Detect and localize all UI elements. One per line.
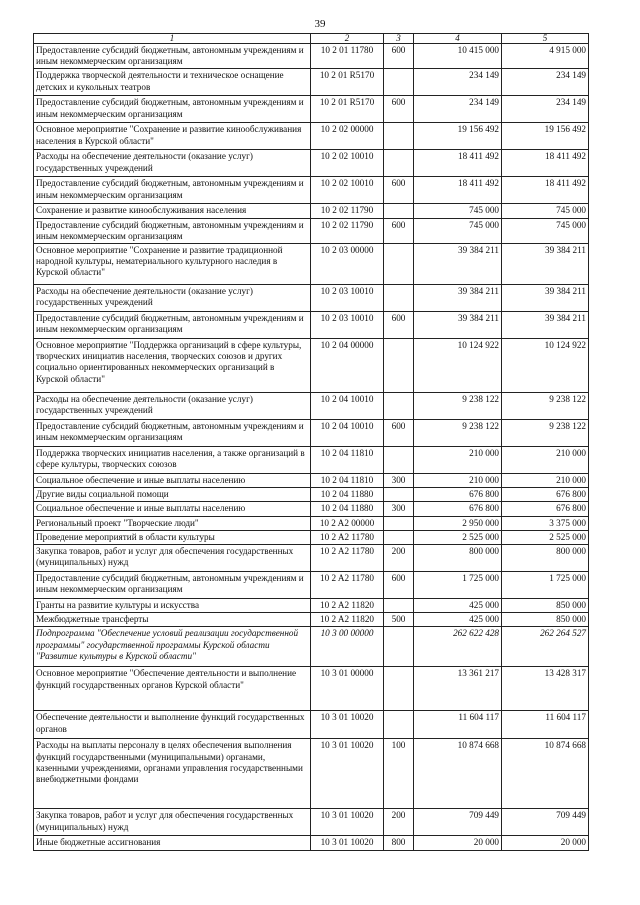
table-row (34, 627, 589, 667)
row-expense-type-cell: 200 (384, 545, 414, 572)
row-code-cell: 10 2 02 00000 (311, 123, 384, 150)
row-expense-type-cell: 500 (384, 613, 414, 627)
row-code-cell: 10 2 04 11810 (311, 447, 384, 474)
table-row (34, 123, 589, 150)
row-expense-type-cell: 300 (384, 502, 414, 516)
row-amount-2-cell: 234 149 (502, 96, 589, 123)
row-amount-1-cell: 39 384 211 (414, 285, 502, 312)
row-amount-2-cell: 850 000 (502, 613, 589, 627)
column-header-amount-1: 4 (414, 34, 502, 44)
row-amount-2-cell: 262 264 527 (502, 627, 589, 667)
row-name-cell: Проведение мероприятий в области культуры (34, 530, 311, 544)
row-amount-1-cell: 210 000 (414, 447, 502, 474)
row-amount-1-cell: 10 415 000 (414, 44, 502, 69)
row-name-cell: Межбюджетные трансферты (34, 613, 311, 627)
table-row (34, 836, 589, 850)
row-name-cell: Иные бюджетные ассигнования (34, 836, 311, 850)
row-code-cell: 10 3 01 10020 (311, 809, 384, 836)
row-expense-type-cell: 300 (384, 474, 414, 488)
table-row (34, 393, 589, 420)
table-row (34, 204, 589, 218)
row-expense-type-cell (384, 627, 414, 667)
table-row (34, 572, 589, 599)
row-amount-2-cell: 18 411 492 (502, 150, 589, 177)
row-amount-2-cell: 745 000 (502, 218, 589, 243)
row-amount-1-cell: 9 238 122 (414, 420, 502, 447)
row-amount-1-cell: 20 000 (414, 836, 502, 850)
row-amount-1-cell: 676 800 (414, 502, 502, 516)
row-code-cell: 10 2 03 10010 (311, 312, 384, 339)
column-header-expense-type: 3 (384, 34, 414, 44)
row-amount-1-cell: 18 411 492 (414, 177, 502, 204)
row-amount-2-cell: 4 915 000 (502, 44, 589, 69)
row-amount-2-cell: 20 000 (502, 836, 589, 850)
row-code-cell: 10 2 04 10010 (311, 420, 384, 447)
row-amount-2-cell: 1 725 000 (502, 572, 589, 599)
row-name-cell: Предоставление субсидий бюджетным, автономным учреждениям и иным некоммерческим организациям (34, 218, 311, 243)
table-row (34, 44, 589, 69)
row-expense-type-cell (384, 711, 414, 739)
table-row (34, 339, 589, 393)
row-amount-2-cell: 676 800 (502, 502, 589, 516)
row-name-cell: Расходы на обеспечение деятельности (оказание услуг) государственных учреждений (34, 393, 311, 420)
row-amount-1-cell: 18 411 492 (414, 150, 502, 177)
table-row (34, 285, 589, 312)
row-name-cell: Региональный проект "Творческие люди" (34, 516, 311, 530)
table-row (34, 312, 589, 339)
table-row (34, 739, 589, 809)
row-amount-2-cell: 745 000 (502, 204, 589, 218)
row-amount-1-cell: 10 874 668 (414, 739, 502, 809)
row-amount-1-cell: 13 361 217 (414, 667, 502, 711)
row-amount-1-cell: 19 156 492 (414, 123, 502, 150)
row-code-cell: 10 3 01 10020 (311, 739, 384, 809)
row-amount-1-cell: 2 525 000 (414, 530, 502, 544)
row-code-cell: 10 2 A2 11780 (311, 572, 384, 599)
row-amount-2-cell: 2 525 000 (502, 530, 589, 544)
row-code-cell: 10 2 03 10010 (311, 285, 384, 312)
table-row (34, 516, 589, 530)
row-amount-1-cell: 10 124 922 (414, 339, 502, 393)
row-name-cell: Поддержка творческой деятельности и техническое оснащение детских и кукольных театров (34, 69, 311, 96)
row-expense-type-cell (384, 69, 414, 96)
table-row (34, 613, 589, 627)
row-expense-type-cell (384, 667, 414, 711)
row-code-cell: 10 2 01 R5170 (311, 96, 384, 123)
row-amount-1-cell: 39 384 211 (414, 244, 502, 285)
table-row (34, 218, 589, 243)
row-amount-2-cell: 19 156 492 (502, 123, 589, 150)
table-row (34, 502, 589, 516)
row-code-cell: 10 2 A2 11820 (311, 599, 384, 613)
row-amount-2-cell: 10 874 668 (502, 739, 589, 809)
row-name-cell: Другие виды социальной помощи (34, 488, 311, 502)
table-row (34, 244, 589, 285)
row-name-cell: Предоставление субсидий бюджетным, автономным учреждениям и иным некоммерческим организациям (34, 44, 311, 69)
row-amount-1-cell: 2 950 000 (414, 516, 502, 530)
row-amount-1-cell: 800 000 (414, 545, 502, 572)
row-amount-2-cell: 800 000 (502, 545, 589, 572)
row-amount-1-cell: 745 000 (414, 204, 502, 218)
row-amount-1-cell: 210 000 (414, 474, 502, 488)
budget-table (33, 33, 589, 851)
row-amount-1-cell: 9 238 122 (414, 393, 502, 420)
row-amount-2-cell: 39 384 211 (502, 312, 589, 339)
row-amount-1-cell: 234 149 (414, 69, 502, 96)
column-number-row (34, 34, 589, 44)
row-expense-type-cell: 600 (384, 96, 414, 123)
row-expense-type-cell (384, 123, 414, 150)
row-name-cell: Социальное обеспечение и иные выплаты населению (34, 502, 311, 516)
row-name-cell: Предоставление субсидий бюджетным, автономным учреждениям и иным некоммерческим организациям (34, 420, 311, 447)
table-row (34, 96, 589, 123)
row-amount-1-cell: 262 622 428 (414, 627, 502, 667)
row-amount-1-cell: 11 604 117 (414, 711, 502, 739)
row-expense-type-cell (384, 339, 414, 393)
row-code-cell: 10 2 02 10010 (311, 177, 384, 204)
row-amount-1-cell: 1 725 000 (414, 572, 502, 599)
row-amount-2-cell: 11 604 117 (502, 711, 589, 739)
table-row (34, 667, 589, 711)
row-expense-type-cell (384, 285, 414, 312)
row-amount-1-cell: 425 000 (414, 613, 502, 627)
row-amount-1-cell: 234 149 (414, 96, 502, 123)
row-code-cell: 10 2 01 R5170 (311, 69, 384, 96)
row-code-cell: 10 3 01 00000 (311, 667, 384, 711)
table-body (34, 44, 589, 851)
row-amount-2-cell: 709 449 (502, 809, 589, 836)
table-row (34, 545, 589, 572)
row-code-cell: 10 2 A2 00000 (311, 516, 384, 530)
row-amount-2-cell: 676 800 (502, 488, 589, 502)
row-name-cell: Расходы на обеспечение деятельности (оказание услуг) государственных учреждений (34, 150, 311, 177)
row-name-cell: Предоставление субсидий бюджетным, автономным учреждениям и иным некоммерческим организациям (34, 572, 311, 599)
table-row (34, 474, 589, 488)
row-expense-type-cell: 600 (384, 312, 414, 339)
column-header-name: 1 (34, 34, 311, 44)
row-amount-2-cell: 234 149 (502, 69, 589, 96)
row-code-cell: 10 2 04 11810 (311, 474, 384, 488)
row-expense-type-cell: 600 (384, 420, 414, 447)
row-amount-1-cell: 39 384 211 (414, 312, 502, 339)
row-name-cell: Расходы на выплаты персоналу в целях обеспечения выполнения функций государственными (муниципальными) органами, казенными учреждениями, органами управления государственными внебюджетными фондами (34, 739, 311, 809)
row-code-cell: 10 2 02 10010 (311, 150, 384, 177)
row-code-cell: 10 2 03 00000 (311, 244, 384, 285)
row-expense-type-cell (384, 204, 414, 218)
row-name-cell: Предоставление субсидий бюджетным, автономным учреждениям и иным некоммерческим организациям (34, 177, 311, 204)
row-name-cell: Гранты на развитие культуры и искусства (34, 599, 311, 613)
table-row (34, 530, 589, 544)
row-expense-type-cell: 600 (384, 218, 414, 243)
row-amount-2-cell: 10 124 922 (502, 339, 589, 393)
row-amount-2-cell: 39 384 211 (502, 285, 589, 312)
row-expense-type-cell (384, 488, 414, 502)
row-name-cell: Предоставление субсидий бюджетным, автономным учреждениям и иным некоммерческим организациям (34, 96, 311, 123)
row-expense-type-cell: 200 (384, 809, 414, 836)
row-amount-2-cell: 9 238 122 (502, 420, 589, 447)
row-expense-type-cell (384, 516, 414, 530)
row-expense-type-cell: 600 (384, 177, 414, 204)
row-expense-type-cell: 600 (384, 572, 414, 599)
row-name-cell: Поддержка творческих инициатив населения, а также организаций в сфере культуры, творческих союзов (34, 447, 311, 474)
row-name-cell: Основное мероприятие "Обеспечение деятельности и выполнение функций государственных органов Курской области" (34, 667, 311, 711)
table-row (34, 809, 589, 836)
row-amount-1-cell: 709 449 (414, 809, 502, 836)
row-name-cell: Социальное обеспечение и иные выплаты населению (34, 474, 311, 488)
row-expense-type-cell: 600 (384, 44, 414, 69)
column-header-amount-2: 5 (502, 34, 589, 44)
table-row (34, 711, 589, 739)
row-name-cell: Закупка товаров, работ и услуг для обеспечения государственных (муниципальных) нужд (34, 545, 311, 572)
row-expense-type-cell (384, 244, 414, 285)
table-row (34, 447, 589, 474)
row-code-cell: 10 2 01 11780 (311, 44, 384, 69)
row-expense-type-cell (384, 530, 414, 544)
row-name-cell: Подпрограмма "Обеспечение условий реализации государственной программы" государственной программы Курской области "Развитие культуры в Курской области" (34, 627, 311, 667)
row-code-cell: 10 3 00 00000 (311, 627, 384, 667)
row-amount-2-cell: 18 411 492 (502, 177, 589, 204)
row-amount-2-cell: 210 000 (502, 474, 589, 488)
row-code-cell: 10 2 04 11880 (311, 502, 384, 516)
row-expense-type-cell (384, 150, 414, 177)
row-expense-type-cell (384, 447, 414, 474)
row-amount-2-cell: 13 428 317 (502, 667, 589, 711)
row-code-cell: 10 2 02 11790 (311, 218, 384, 243)
row-name-cell: Расходы на обеспечение деятельности (оказание услуг) государственных учреждений (34, 285, 311, 312)
row-name-cell: Основное мероприятие "Поддержка организаций в сфере культуры, творческих инициатив населения, творческих союзов и других социально ориентированных некоммерческих организаций в Курской области" (34, 339, 311, 393)
row-code-cell: 10 2 02 11790 (311, 204, 384, 218)
row-expense-type-cell (384, 599, 414, 613)
row-name-cell: Основное мероприятие "Сохранение и развитие традиционной народной культуры, нематериального культурного наследия в Курской области" (34, 244, 311, 285)
row-code-cell: 10 2 04 00000 (311, 339, 384, 393)
table-row (34, 420, 589, 447)
row-code-cell: 10 3 01 10020 (311, 711, 384, 739)
table-row (34, 69, 589, 96)
row-name-cell: Предоставление субсидий бюджетным, автономным учреждениям и иным некоммерческим организациям (34, 312, 311, 339)
row-name-cell: Обеспечение деятельности и выполнение функций государственных органов (34, 711, 311, 739)
row-code-cell: 10 2 04 11880 (311, 488, 384, 502)
row-amount-2-cell: 3 375 000 (502, 516, 589, 530)
table-row (34, 488, 589, 502)
row-amount-2-cell: 9 238 122 (502, 393, 589, 420)
table-row (34, 177, 589, 204)
row-code-cell: 10 2 04 10010 (311, 393, 384, 420)
table-row (34, 599, 589, 613)
row-amount-1-cell: 425 000 (414, 599, 502, 613)
row-amount-2-cell: 39 384 211 (502, 244, 589, 285)
row-name-cell: Сохранение и развитие кинообслуживания населения (34, 204, 311, 218)
row-amount-2-cell: 210 000 (502, 447, 589, 474)
column-header-code: 2 (311, 34, 384, 44)
row-expense-type-cell (384, 393, 414, 420)
row-amount-1-cell: 745 000 (414, 218, 502, 243)
page-number: 39 (314, 18, 326, 30)
row-expense-type-cell: 100 (384, 739, 414, 809)
row-amount-2-cell: 850 000 (502, 599, 589, 613)
row-amount-1-cell: 676 800 (414, 488, 502, 502)
row-code-cell: 10 2 A2 11820 (311, 613, 384, 627)
row-name-cell: Основное мероприятие "Сохранение и развитие кинообслуживания населения в Курской области" (34, 123, 311, 150)
table-row (34, 150, 589, 177)
row-code-cell: 10 2 A2 11780 (311, 530, 384, 544)
row-expense-type-cell: 800 (384, 836, 414, 850)
row-name-cell: Закупка товаров, работ и услуг для обеспечения государственных (муниципальных) нужд (34, 809, 311, 836)
row-code-cell: 10 2 A2 11780 (311, 545, 384, 572)
row-code-cell: 10 3 01 10020 (311, 836, 384, 850)
